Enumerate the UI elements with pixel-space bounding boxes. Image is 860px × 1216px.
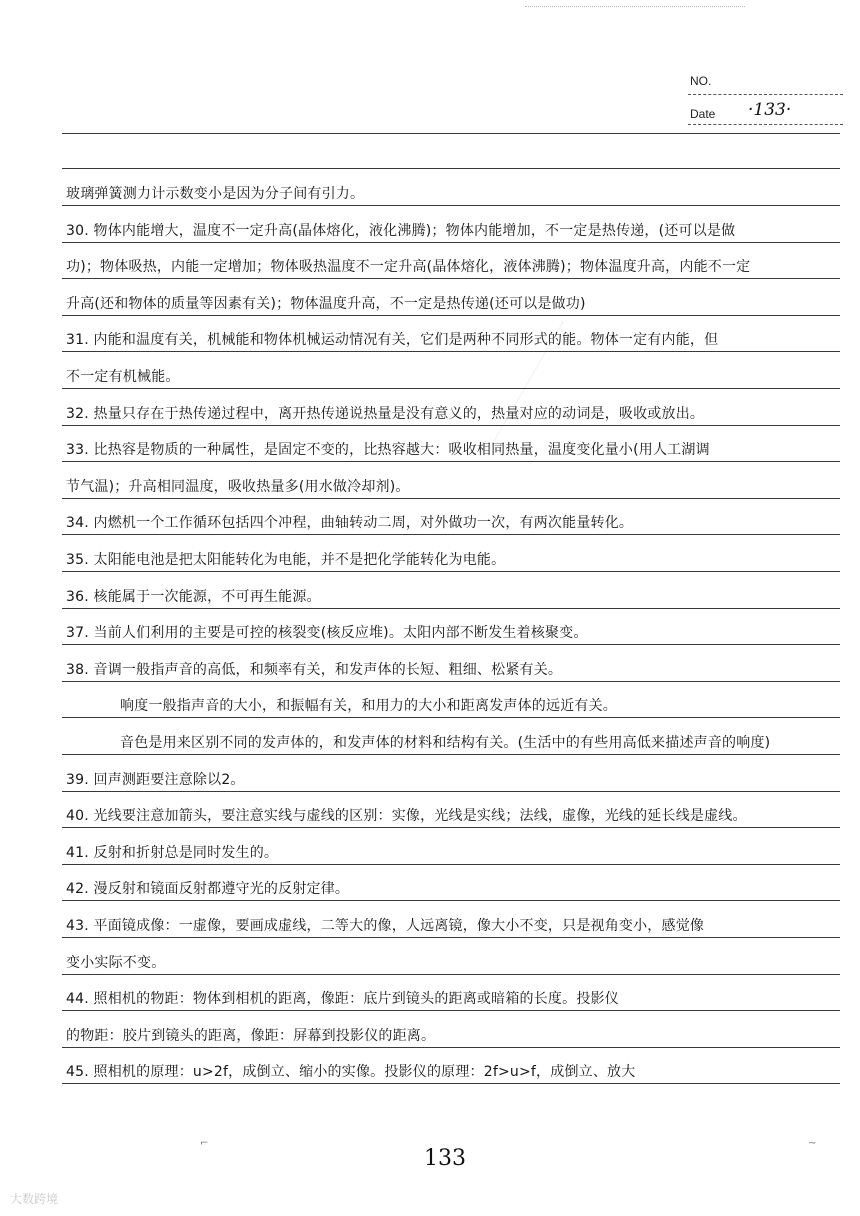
ruled-line [62, 717, 840, 718]
ruled-line [62, 864, 840, 865]
note-line: 42. 漫反射和镜面反射都遵守光的反射定律。 [66, 881, 350, 897]
note-line: 35. 太阳能电池是把太阳能转化为电能，并不是把化学能转化为电能。 [66, 552, 506, 568]
ruled-line [62, 608, 840, 609]
date-label: Date [690, 107, 716, 121]
note-line: 41. 反射和折射总是同时发生的。 [66, 845, 279, 861]
note-line: 不一定有机械能。 [66, 369, 180, 385]
note-line: 响度一般指声音的大小，和振幅有关，和用力的大小和距离发声体的远近有关。 [120, 698, 617, 714]
note-line: 32. 热量只存在于热传递过程中，离开热传递说热量是没有意义的，热量对应的动词是，吸收或放出。 [66, 406, 705, 422]
note-line: 变小实际不变。 [66, 955, 166, 971]
corner-mark: ~ [808, 1138, 817, 1149]
ruled-line [62, 754, 840, 755]
ruled-line [62, 425, 840, 426]
ruled-line [62, 900, 840, 901]
ruled-line [62, 644, 840, 645]
ruled-line [62, 827, 840, 828]
note-line: 玻璃弹簧测力计示数变小是因为分子间有引力。 [66, 186, 365, 202]
ruled-line [62, 791, 840, 792]
no-rule [688, 94, 843, 95]
note-line: 36. 核能属于一次能源，不可再生能源。 [66, 589, 321, 605]
ruled-line [62, 205, 840, 206]
ruled-line [62, 388, 840, 389]
corner-mark: ⌐ [200, 1138, 209, 1149]
ruled-line [62, 168, 840, 169]
ruled-line [62, 571, 840, 572]
page-number: 133 [424, 1146, 466, 1171]
note-line: 43. 平面镜成像：一虚像，要画成虚线，二等大的像，人远离镜，像大小不变，只是视角变小，感觉像 [66, 918, 705, 934]
note-line: 31. 内能和温度有关，机械能和物体机械运动情况有关，它们是两种不同形式的能。物体一定有内能，但 [66, 332, 719, 348]
ruled-line [62, 498, 840, 499]
ruled-line [62, 681, 840, 682]
ruled-line [62, 315, 840, 316]
note-line: 音色是用来区别不同的发声体的，和发声体的材料和结构有关。(生活中的有些用高低来描述声音的响度) [120, 735, 771, 751]
note-line: 37. 当前人们利用的主要是可控的核裂变(核反应堆)。太阳内部不断发生着核聚变。 [66, 625, 588, 641]
date-rule [688, 124, 843, 125]
date-value: ·133· [748, 100, 792, 120]
ruled-line [62, 937, 840, 938]
note-line: 38. 音调一般指声音的高低，和频率有关，和发声体的长短、粗细、松紧有关。 [66, 662, 563, 678]
scan-edge-dots [525, 6, 745, 7]
note-line: 30. 物体内能增大，温度不一定升高(晶体熔化，液化沸腾)；物体内能增加，不一定是热传递，(还可以是做 [66, 223, 736, 239]
ruled-line [62, 133, 840, 134]
note-line: 33. 比热容是物质的一种属性，是固定不变的，比热容越大：吸收相同热量，温度变化量小(用人工湖调 [66, 442, 710, 458]
ruled-line [62, 1047, 840, 1048]
note-line: 44. 照相机的物距：物体到相机的距离，像距：底片到镜头的距离或暗箱的长度。投影仪 [66, 991, 619, 1007]
ruled-line [62, 534, 840, 535]
ruled-line [62, 974, 840, 975]
note-line: 39. 回声测距要注意除以2。 [66, 772, 245, 788]
note-line: 功)；物体吸热，内能一定增加；物体吸热温度不一定升高(晶体熔化，液体沸腾)；物体温度升高，内能不一定 [66, 259, 751, 275]
note-line: 34. 内燃机一个工作循环包括四个冲程，曲轴转动二周，对外做功一次，有两次能量转化。 [66, 515, 634, 531]
ruled-line [62, 1010, 840, 1011]
note-line: 升高(还和物体的质量等因素有关)；物体温度升高，不一定是热传递(还可以是做功) [66, 296, 586, 312]
ruled-line [62, 242, 840, 243]
note-line: 的物距：胶片到镜头的距离，像距：屏幕到投影仪的距离。 [66, 1028, 436, 1044]
ruled-line [62, 351, 840, 352]
ruled-line [62, 1083, 840, 1084]
note-line: 40. 光线要注意加箭头，要注意实线与虚线的区别：实像，光线是实线；法线，虚像，光线的延长线是虚线。 [66, 808, 747, 824]
note-line: 45. 照相机的原理：u>2f，成倒立、缩小的实像。投影仪的原理：2f>u>f，成倒立、放大 [66, 1064, 636, 1080]
watermark: 大数跨境 [10, 1192, 59, 1206]
ruled-line [62, 278, 840, 279]
no-label: NO. [690, 74, 712, 88]
note-line: 节气温)；升高相同温度，吸收热量多(用水做冷却剂)。 [66, 479, 410, 495]
ruled-line [62, 461, 840, 462]
